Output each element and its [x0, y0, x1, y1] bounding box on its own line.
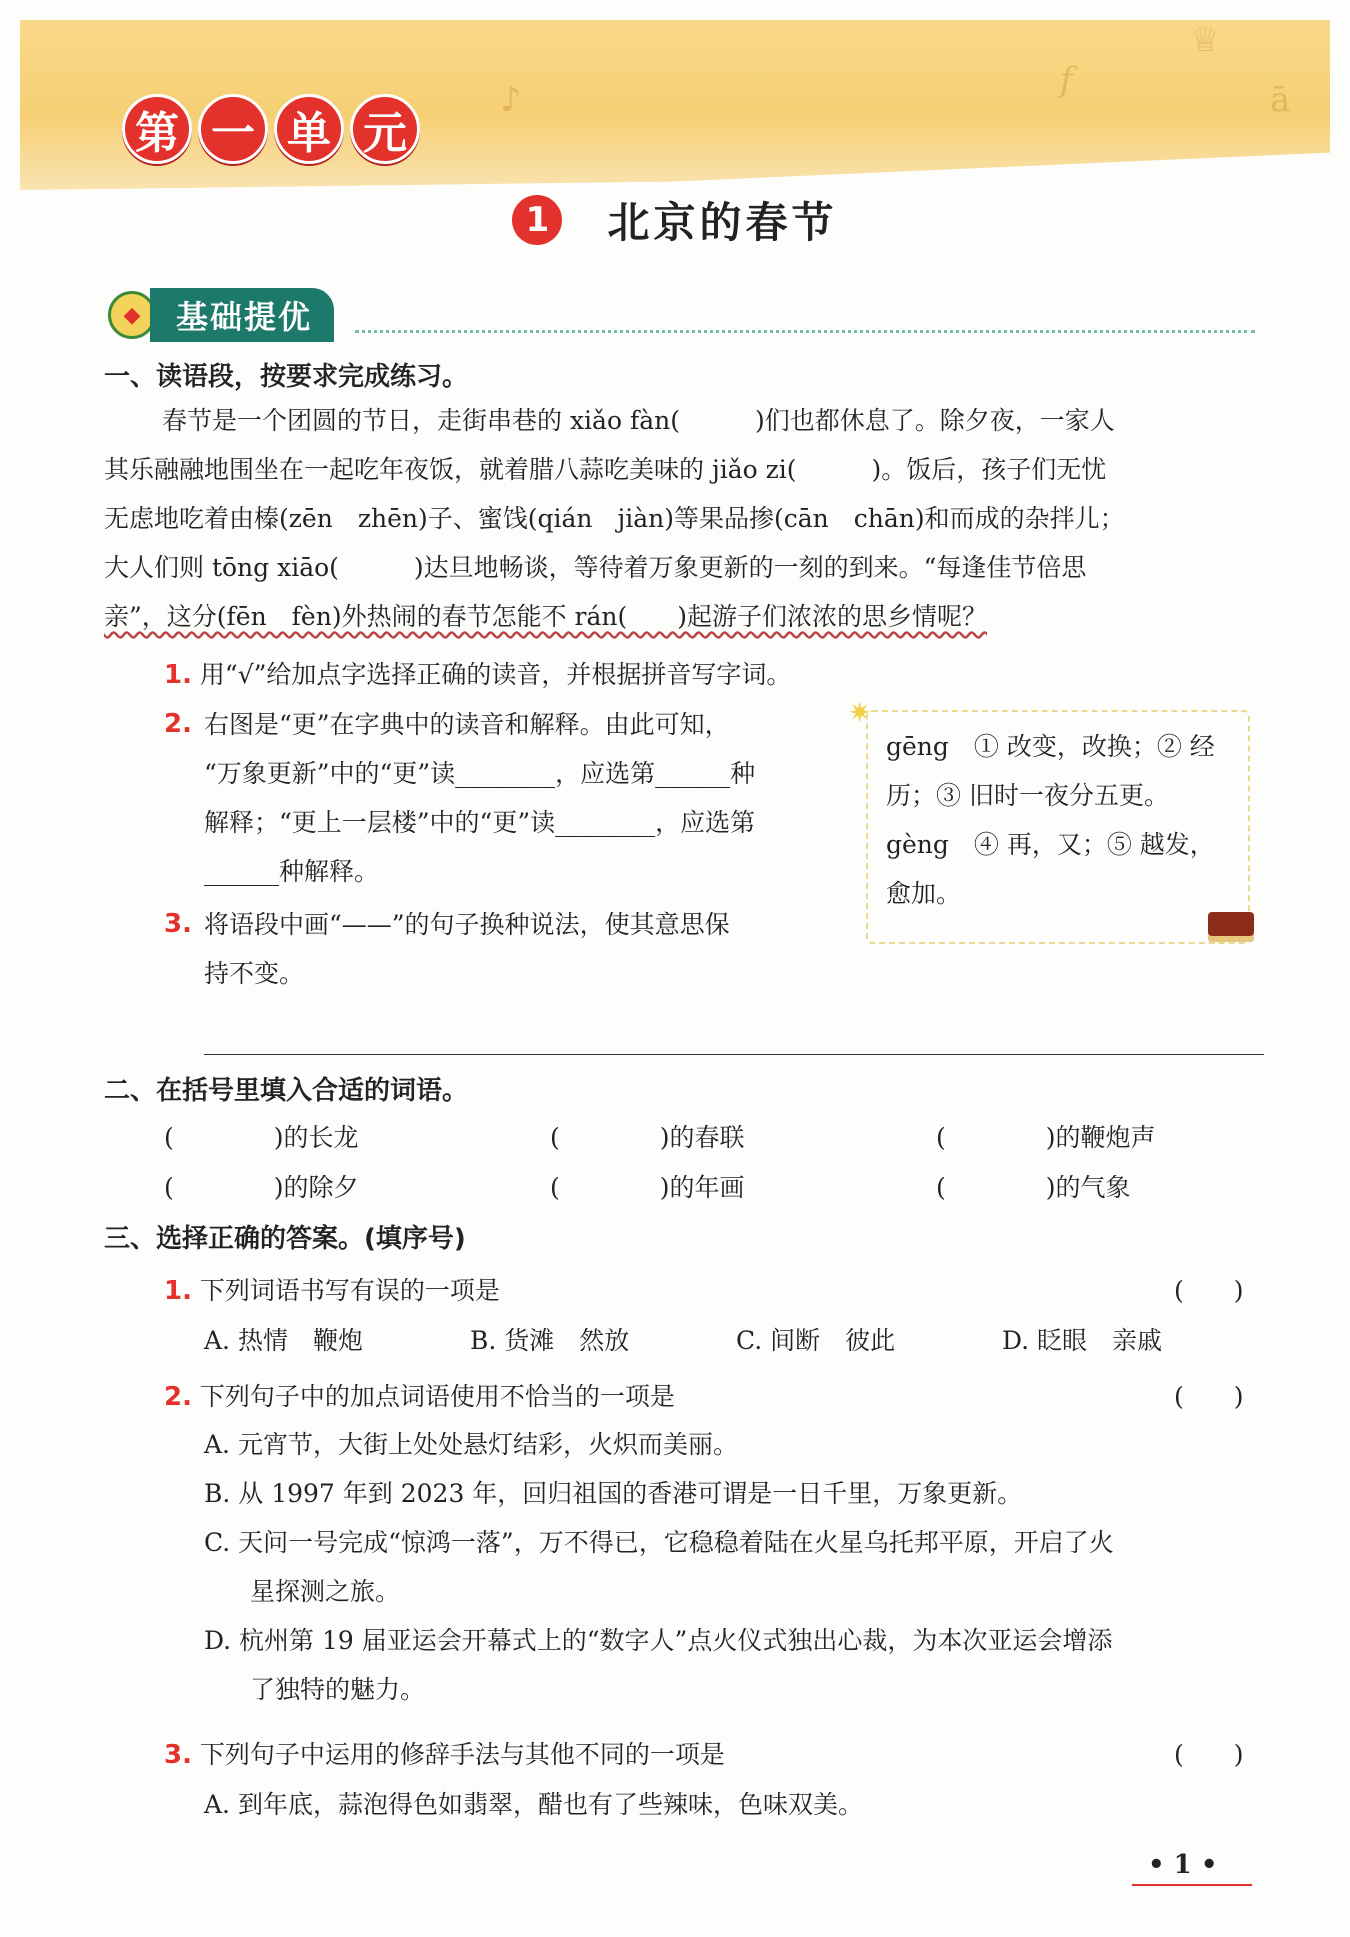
letter-decoration: ā — [1270, 80, 1291, 120]
q2-item[interactable]: ( )的除夕 — [164, 1173, 359, 1202]
q1-sub2-line: 解释；“更上一层楼”中的“更”读________，应选第 — [204, 808, 756, 837]
dict-line: gèng ④ 再，又；⑤ 越发， — [886, 830, 1215, 859]
q3-s2-line: B. 从 1997 年到 2023 年，回归祖国的香港可谓是一日千里，万象更新。 — [204, 1479, 1023, 1508]
unit-title — [122, 94, 420, 164]
answer-paren[interactable]: ( ) — [1174, 1740, 1244, 1769]
question-number: 2. — [164, 709, 192, 739]
q1-heading: 一、读语段，按要求完成练习。 — [104, 362, 469, 392]
q1-sub2-line: ______种解释。 — [204, 857, 380, 886]
q2-item[interactable]: ( )的鞭炮声 — [936, 1123, 1156, 1152]
q3-s3-text: 下列句子中运用的修辞手法与其他不同的一项是 — [199, 1740, 725, 1769]
q3-s2-line: D. 杭州第 19 届亚运会开幕式上的“数字人”点火仪式独出心裁，为本次亚运会增添 — [204, 1626, 1113, 1655]
q3-s2-options — [204, 1420, 1264, 1714]
passage-line: 无虑地吃着由榛(zēn zhēn)子、蜜饯(qián jiàn)等果品掺(cān chān)和而成的杂拌儿； — [104, 504, 1125, 533]
question-number: 1. — [164, 1276, 192, 1306]
unit-char: 单 — [274, 94, 344, 164]
cube-icon: ◆ — [108, 291, 156, 339]
dict-line: 愈加。 — [886, 879, 962, 908]
lesson-title: 北京的春节 — [607, 198, 838, 247]
answer-line[interactable] — [204, 1054, 1264, 1055]
question-number: 2. — [164, 1382, 192, 1412]
passage-line: 其乐融融地围坐在一起吃年夜饭，就着腊八蒜吃美味的 jiǎo zi( )。饭后，孩子们无忧 — [104, 455, 1107, 484]
q1-sub1-text: 用“√”给加点字选择正确的读音，并根据拼音写字词。 — [199, 660, 792, 689]
q3-s2-line: C. 天问一号完成“惊鸿一落”，万不得已，它稳稳着陆在火星乌托邦平原，开启了火 — [204, 1528, 1114, 1557]
question-number: 3. — [164, 1740, 192, 1770]
music-note-decoration: ♪ — [500, 80, 522, 120]
section-badge — [108, 288, 334, 342]
q1-sub1 — [164, 650, 791, 700]
letter-decoration: 𝑓 — [1060, 60, 1073, 100]
answer-paren[interactable]: ( ) — [1174, 1276, 1244, 1305]
unit-char: 一 — [198, 94, 268, 164]
q3-s1 — [164, 1266, 500, 1316]
q3-s2 — [164, 1372, 675, 1422]
page-number: • 1 • — [1148, 1850, 1218, 1880]
q1-sub2-line: “万象更新”中的“更”读________，应选第______种 — [204, 759, 756, 788]
q3-s1-option: A. 热情 鞭炮 — [204, 1326, 363, 1355]
passage-line: 亲”，这分(fēn fèn)外热闹的春节怎能不 rán( )起游子们浓浓的思乡情呢？ — [104, 602, 987, 631]
q2-item[interactable]: ( )的气象 — [936, 1173, 1131, 1202]
q3-s1-option: B. 货滩 然放 — [470, 1326, 630, 1355]
q3-s1-text: 下列词语书写有误的一项是 — [199, 1276, 500, 1305]
q3-heading: 三、选择正确的答案。(填序号) — [104, 1224, 466, 1254]
q3-s2-line: A. 元宵节，大街上处处悬灯结彩，火炽而美丽。 — [204, 1430, 738, 1459]
unit-char: 第 — [122, 94, 192, 164]
lesson-number: 1 — [512, 195, 562, 245]
q1-sub3 — [164, 900, 844, 998]
q2-heading: 二、在括号里填入合适的词语。 — [104, 1076, 469, 1106]
q3-s3-option-a: A. 到年底，蒜泡得色如翡翠，醋也有了些辣味，色味双美。 — [204, 1790, 863, 1819]
section-label: 基础提优 — [150, 288, 334, 342]
dict-line: 历；③ 旧时一夜分五更。 — [886, 781, 1169, 810]
q3-s2-text: 下列句子中的加点词语使用不恰当的一项是 — [199, 1382, 675, 1411]
q3-s2-line: 了独特的魅力。 — [250, 1675, 426, 1704]
q3-s1-option: C. 间断 彼此 — [736, 1326, 896, 1355]
q1-passage — [104, 396, 1264, 641]
passage-line: 春节是一个团圆的节日，走街串巷的 xiǎo fàn( )们也都休息了。除夕夜，一家人 — [162, 406, 1115, 435]
microphone-decoration: ♕ — [1190, 20, 1221, 60]
question-number: 1. — [164, 660, 192, 690]
q1-sub3-line: 将语段中画“——”的句子换种说法，使其意思保 — [204, 910, 730, 939]
q2-item[interactable]: ( )的春联 — [550, 1123, 745, 1152]
unit-char: 元 — [350, 94, 420, 164]
sparkle-icon: ✷ — [848, 696, 872, 729]
q1-sub3-line: 持不变。 — [204, 959, 305, 988]
q2-item[interactable]: ( )的长龙 — [164, 1123, 359, 1152]
q1-sub2 — [164, 700, 844, 896]
dictionary-box — [866, 710, 1250, 944]
dict-line: gēng ① 改变，改换；② 经 — [886, 732, 1215, 761]
book-icon — [1208, 912, 1254, 942]
q2-item[interactable]: ( )的年画 — [550, 1173, 745, 1202]
q3-s3 — [164, 1730, 725, 1780]
dotted-divider — [355, 330, 1255, 333]
q1-sub2-line: 右图是“更”在字典中的读音和解释。由此可知， — [204, 710, 730, 739]
question-number: 3. — [164, 909, 192, 939]
q3-s1-option: D. 眨眼 亲戚 — [1002, 1326, 1163, 1355]
lesson-heading — [0, 190, 1350, 250]
page-number-underline — [1132, 1884, 1252, 1886]
q3-s2-line: 星探测之旅。 — [250, 1577, 401, 1606]
passage-line: 大人们则 tōng xiāo( )达旦地畅谈，等待着万象更新的一刻的到来。“每逢佳节倍思 — [104, 553, 1087, 582]
answer-paren[interactable]: ( ) — [1174, 1382, 1244, 1411]
